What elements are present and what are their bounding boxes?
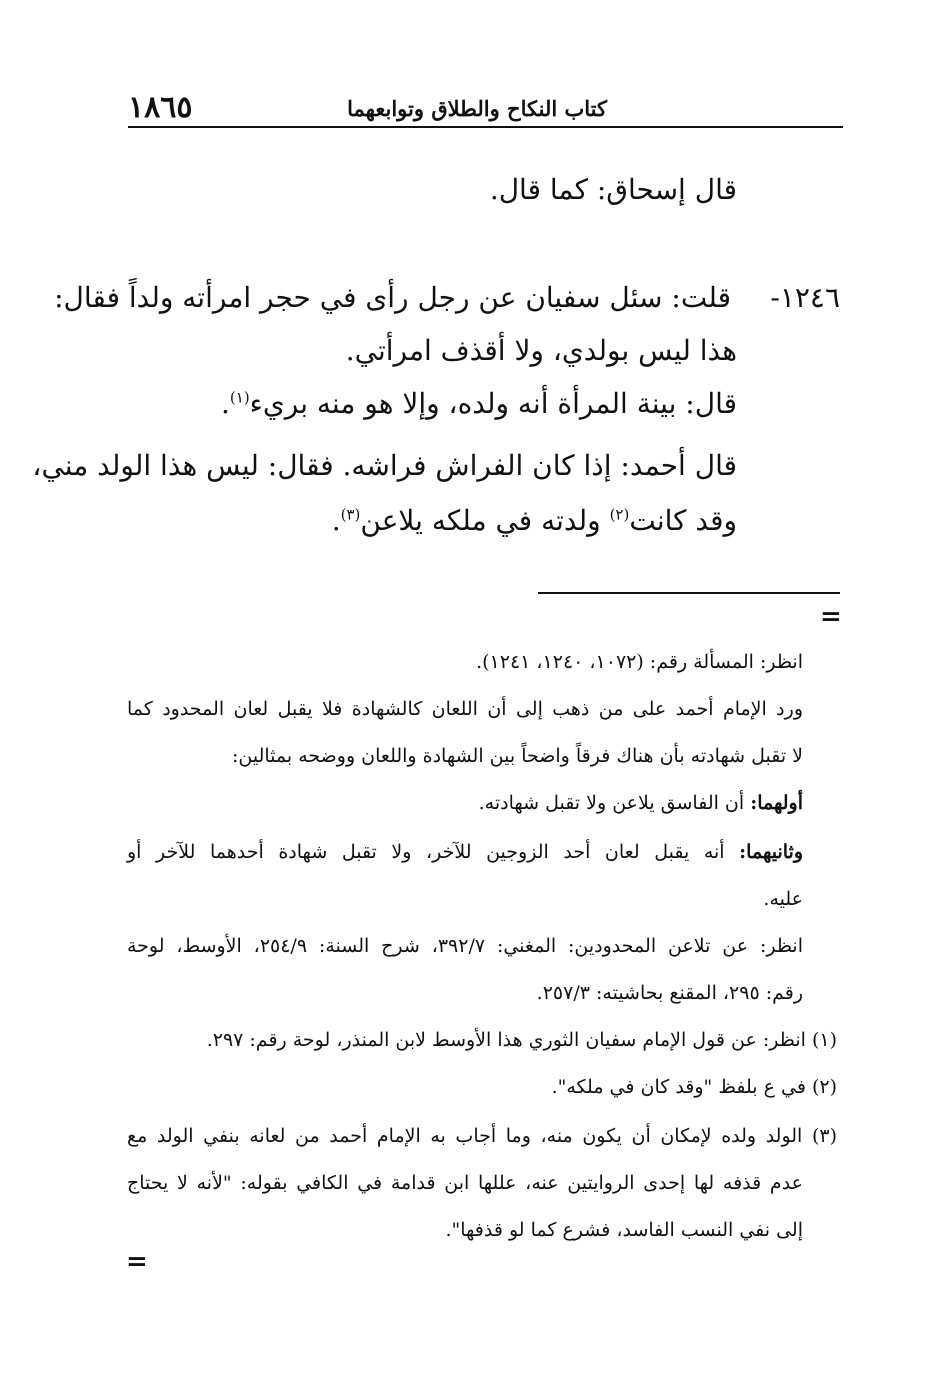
footnote-separator (538, 592, 840, 594)
footnote-3a-text: (٣) الولد ولده لإمكان أن يكون منه، وما أجاب به الإمام أحمد من لعانه بنفي الولد مع (127, 1125, 837, 1147)
footnote-3-line-1 (127, 1121, 837, 1151)
second-example-text-end: عليه. (763, 888, 803, 910)
entry-line-1-text: قلت: سئل سفيان عن رجل رأى في حجر امرأته ولداً فقال: (54, 281, 731, 314)
footnote-cont-1-text: انظر: المسألة رقم: (١٠٧٢، ١٢٤٠، ١٢٤١). (476, 651, 803, 673)
footnote-3c-text: إلى نفي النسب الفاسد، فشرع كما لو قذفها". (445, 1219, 803, 1241)
footnote-first-example (479, 788, 803, 818)
entry-number (770, 278, 840, 318)
entry-line-3 (221, 384, 737, 424)
footnote-3-line-3 (445, 1215, 803, 1245)
page-number: ١٨٦٥ (128, 90, 193, 125)
ahmad-line-1-text: قال أحمد: إذا كان الفراش فراشه. فقال: ليس هذا الولد مني، (32, 449, 737, 482)
footnote-3-line-2 (127, 1168, 803, 1198)
footnote-cont-2a-text: ورد الإمام أحمد على من ذهب إلى أن اللعان كالشهادة فلا يقبل لعان المحدود كما (127, 698, 803, 720)
footnote-cont-3b-text: رقم: ٢٩٥، المقنع بحاشيته: ٢٥٧/٣. (536, 982, 803, 1004)
second-example-label: وثانيهما: (739, 841, 803, 863)
footnote-3b-text: عدم قذفه لها إحدى الروايتين عنه، عللها ابن قدامة في الكافي بقوله: "لأنه لا يحتاج (127, 1172, 803, 1194)
footnote-second-example-end (763, 884, 803, 914)
entry-line-2-text: هذا ليس بولدي، ولا أقذف امرأتي. (345, 334, 737, 367)
second-example-text: أنه يقبل لعان أحد الزوجين للآخر، ولا تقبل شهادة أحدهما للآخر أو (127, 841, 740, 863)
ahmad-line-2-b: ولدته في ملكه يلاعن (360, 504, 610, 537)
entry-line-3-text: قال: بينة المرأة أنه ولده، وإلا هو منه بريء (249, 387, 737, 420)
continuation-mark-bottom: = (126, 1247, 148, 1277)
footnote-cont-line-4 (127, 931, 803, 961)
entry-line-1 (54, 278, 731, 318)
footnote-1-text: (١) انظر: عن قول الإمام سفيان الثوري هذا الأوسط لابن المنذر، لوحة رقم: ٢٩٧. (206, 1029, 837, 1051)
footnote-cont-line-3 (232, 741, 803, 771)
ahmad-line-2-end: . (331, 504, 341, 537)
footnote-cont-3a-text: انظر: عن تلاعن المحدودين: المغني: ٣٩٢/٧، شرح السنة: ٢٥٤/٩، الأوسط، لوحة (127, 935, 803, 957)
page-header (128, 88, 843, 128)
first-example-label: أولهما: (750, 792, 803, 814)
first-example-text: أن الفاسق يلاعن ولا تقبل شهادته. (478, 792, 751, 814)
entry-line-3-end: . (220, 387, 230, 420)
footnote-cont-line-5 (537, 978, 803, 1008)
footnote-second-example (127, 837, 803, 867)
footnote-cont-line-2 (127, 694, 803, 724)
header-rule (128, 126, 843, 128)
footnote-ref-1: (١) (229, 388, 250, 407)
entry-line-2 (346, 331, 737, 371)
ahmad-line-2-a: وقد كانت (629, 504, 737, 537)
footnote-2-text: (٢) في ع بلفظ "وقد كان في ملكه". (551, 1076, 837, 1098)
footnote-cont-2b-text: لا تقبل شهادته بأن هناك فرقاً واضحاً بين الشهادة واللعان ووضحه بمثالين: (231, 745, 803, 767)
qala-ishaq-text: قال إسحاق: كما قال. (489, 173, 737, 206)
entry-number-text: ١٢٤٦- (770, 281, 840, 314)
footnote-ref-2: (٢) (609, 505, 630, 524)
running-title: كتاب النكاح والطلاق وتوابعهما (347, 96, 607, 121)
continuation-mark-top: = (820, 602, 842, 632)
ahmad-line-2 (332, 501, 737, 541)
footnote-ref-3: (٣) (340, 505, 361, 524)
footnote-cont-line-1 (476, 647, 803, 677)
qala-ishaq-line (490, 170, 737, 210)
footnote-2 (552, 1072, 837, 1102)
footnote-1 (207, 1025, 837, 1055)
ahmad-line-1 (32, 446, 737, 486)
